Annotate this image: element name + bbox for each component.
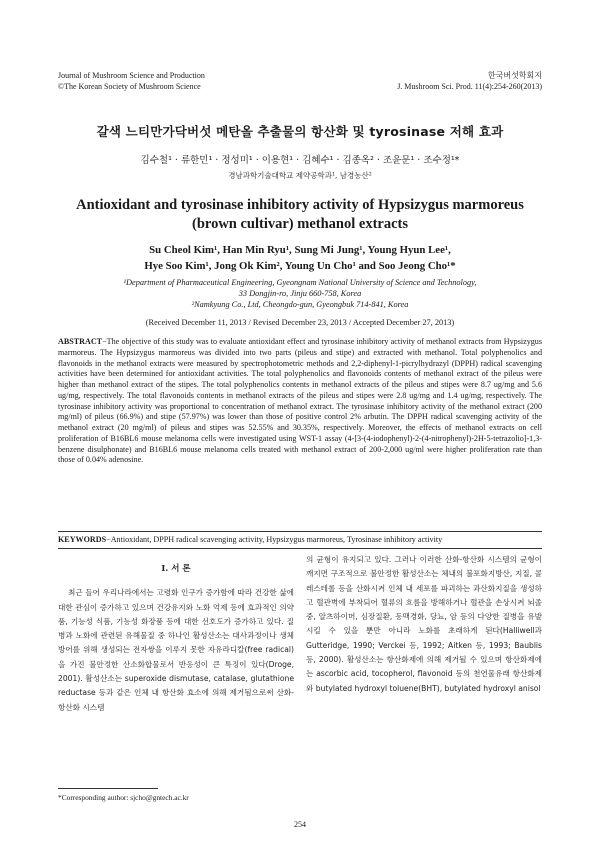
authors-english: [58, 242, 542, 274]
title-korean: 갈색 느티만가닥버섯 메탄올 추출물의 항산화 및 tyrosinase 저해 효과: [96, 124, 504, 139]
affiliation-korean: 경남과학기술대학교 제약공학과¹, 남경농산²: [228, 171, 372, 180]
body-left-column: [58, 562, 294, 715]
society-copyright: ©The Korean Society of Mushroom Science: [58, 82, 201, 91]
intro-paragraph-right: 의 균형이 유지되고 있다. 그러나 이러한 산화-항산화 시스템의 균형이 깨지면 구조적으로 불안정한 활성산소는 체내의 불포화지방산, 지질, 콜레스테롤 등을 산화시켜 인체 내 세포를 파괴하는 과산화지질을 생성하고 혈관벽에 부착되어 혈류의 흐름을 방해하거나 혈관을 손상시켜 뇌졸중, 알츠하이머, 심장질환, 동맥경화, 당뇨, 암 등의 다양한 질병을 유발시킬 수 있을 뿐만 아니라 노화를 초래하게 된다(Halliwell과 Gutteridge, 1990; Verckei 등, 1992; Aitken 등, 1993; Baublis 등, 2000). 활성산소는 항산화제에 의해 제거될 수 있으며 항산화제에는 ascorbic acid, tocopherol, flavonoid 등의 천연물유래 항산화제와 butylated hydroxyl toluene(BHT), butylated hydroxyl anisol: [306, 555, 542, 693]
body-right-column: [306, 553, 542, 696]
affiliation-english-3: ²Namkyung Co., Ltd, Cheongdo-gun, Gyeongbuk 714-841, Korea: [191, 300, 409, 309]
keywords-text: −Antioxidant, DPPH radical scavenging activity, Hypsizygus marmoreus, Tyrosinase inhibitory activity: [106, 535, 443, 544]
abstract-label: ABSTRACT: [58, 337, 103, 346]
journal-header-right: [397, 70, 542, 92]
authors-english-line1: Su Cheol Kim¹, Han Min Ryu¹, Sung Mi Jung¹, Young Hyun Lee¹,: [149, 244, 451, 256]
page-number: 254: [294, 820, 306, 829]
abstract: [58, 337, 542, 466]
journal-name-kr: 한국버섯학회지: [487, 71, 542, 80]
keywords-bottom-rule: [58, 548, 542, 549]
affiliation-english: [58, 277, 542, 310]
authors-korean: 김수철¹ · 류한민¹ · 정성미¹ · 이용현¹ · 김혜수¹ · 김종옥² · 조윤문¹ · 조수정¹*: [140, 155, 460, 166]
footnote-rule: [58, 788, 158, 789]
section-heading-introduction: I. 서 론: [161, 564, 191, 574]
title-english: [58, 196, 542, 234]
keywords: [58, 535, 542, 544]
affiliation-english-2: 33 Dongjin-ro, Jinju 660-758, Korea: [238, 289, 362, 298]
title-english-line1: Antioxidant and tyrosinase inhibitory activity of Hypsizygus marmoreus: [76, 197, 524, 213]
abstract-text: −The objective of this study was to evaluate antioxidant effect and tyrosinase inhibitory activity of methanol extracts from Hypsizygus marmoreus. The Hypsizygus marmoreus was divided into two parts (pileus and stipe) and extracted with methanol. Total polyphenolics and flavonoids in the methanol extracts were measured by spectrophotometric methods and 2,2-diphenyl-1-picrylhydrazyl (DPPH) radical scavenging activities have been determined for antioxidant activities. The total polyphenolics and flavonoids contents of methanol extract of the pileus were higher than methanol extract of the stipes. The total polyphenolics contents in methanol extracts of the pileus and stipes were 8.7 ug/mg and 5.6 ug/mg, respectively. The total flavonoids contents in methanol extracts of the pileus and stipes were 2.8 ug/mg and 1.4 ug/mg, respectively. The tyrosinase inhibitory activity was proportional to concentration of methanol extract. The tyrosinase inhibitory activity of the methanol extract (200 mg/ml) of pileus (66.9%) and stipe (57.97%) was lower than those of positive control 2% arbutin. The DPPH radical scavenging activity of the methanol extract (20 mg/ml) of pileus and stipes was 52.55% and 30.35%, respectively. Moreover, the effects of methanol extracts on cell proliferation of B16BL6 mouse melanoma cells were investigated using WST-1 assay (4-[3-(4-iodophenyl)-2-(4-nitrophenyl)-2H-5-tetrazolio]-1,3-benzene disulphonate) and B16BL6 mouse melanoma cells treated with methanol extract of 200-2,000 ug/ml were higher proliferation rate than those of 0.04% adenosine.: [58, 337, 542, 465]
received-dates: (Received December 11, 2013 / Revised December 23, 2013 / Accepted December 27, 2013): [145, 318, 455, 327]
journal-name-en: Journal of Mushroom Science and Production: [58, 71, 205, 80]
journal-header-left: [58, 70, 205, 92]
title-english-line2: (brown cultivar) methanol extracts: [192, 216, 408, 232]
intro-paragraph-left: 최근 들어 우리나라에서는 고령화 인구가 증가함에 따라 건강한 삶에 대한 관심이 증가하고 있으며 건강유지와 노화 억제 등에 효과적인 의약품, 기능성 식품, 기능성 화장품 등에 대한 선호도가 증가하고 있다. 질병과 노화에 관련된 유해물질 중 하나인 활성산소는 대사과정이나 생체 방어를 위해 생성되는 전자쌍을 이루지 못한 자유라디칼(free radical)을 가진 불안정한 산소화합물로서 반응성이 큰 특징이 있다(Droge, 2001). 활성산소는 superoxide dismutase, catalase, glutathione reductase 등과 같은 인체 내 항산화 효소에 의해 제거됨으로써 산화-항산화 시스템: [58, 588, 294, 712]
corresponding-author-footnote: *Corresponding author: sjcho@gntech.ac.kr: [58, 793, 189, 802]
keywords-label: KEYWORDS: [58, 535, 107, 544]
citation: J. Mushroom Sci. Prod. 11(4):254-260(2013): [397, 82, 542, 91]
affiliation-english-1: ¹Department of Pharmaceutical Engineering, Gyeongnam National University of Science and Technology,: [123, 278, 477, 287]
authors-english-line2: Hye Soo Kim¹, Jong Ok Kim², Young Un Cho¹ and Soo Jeong Cho¹*: [144, 260, 456, 272]
keywords-top-rule: [58, 531, 542, 532]
